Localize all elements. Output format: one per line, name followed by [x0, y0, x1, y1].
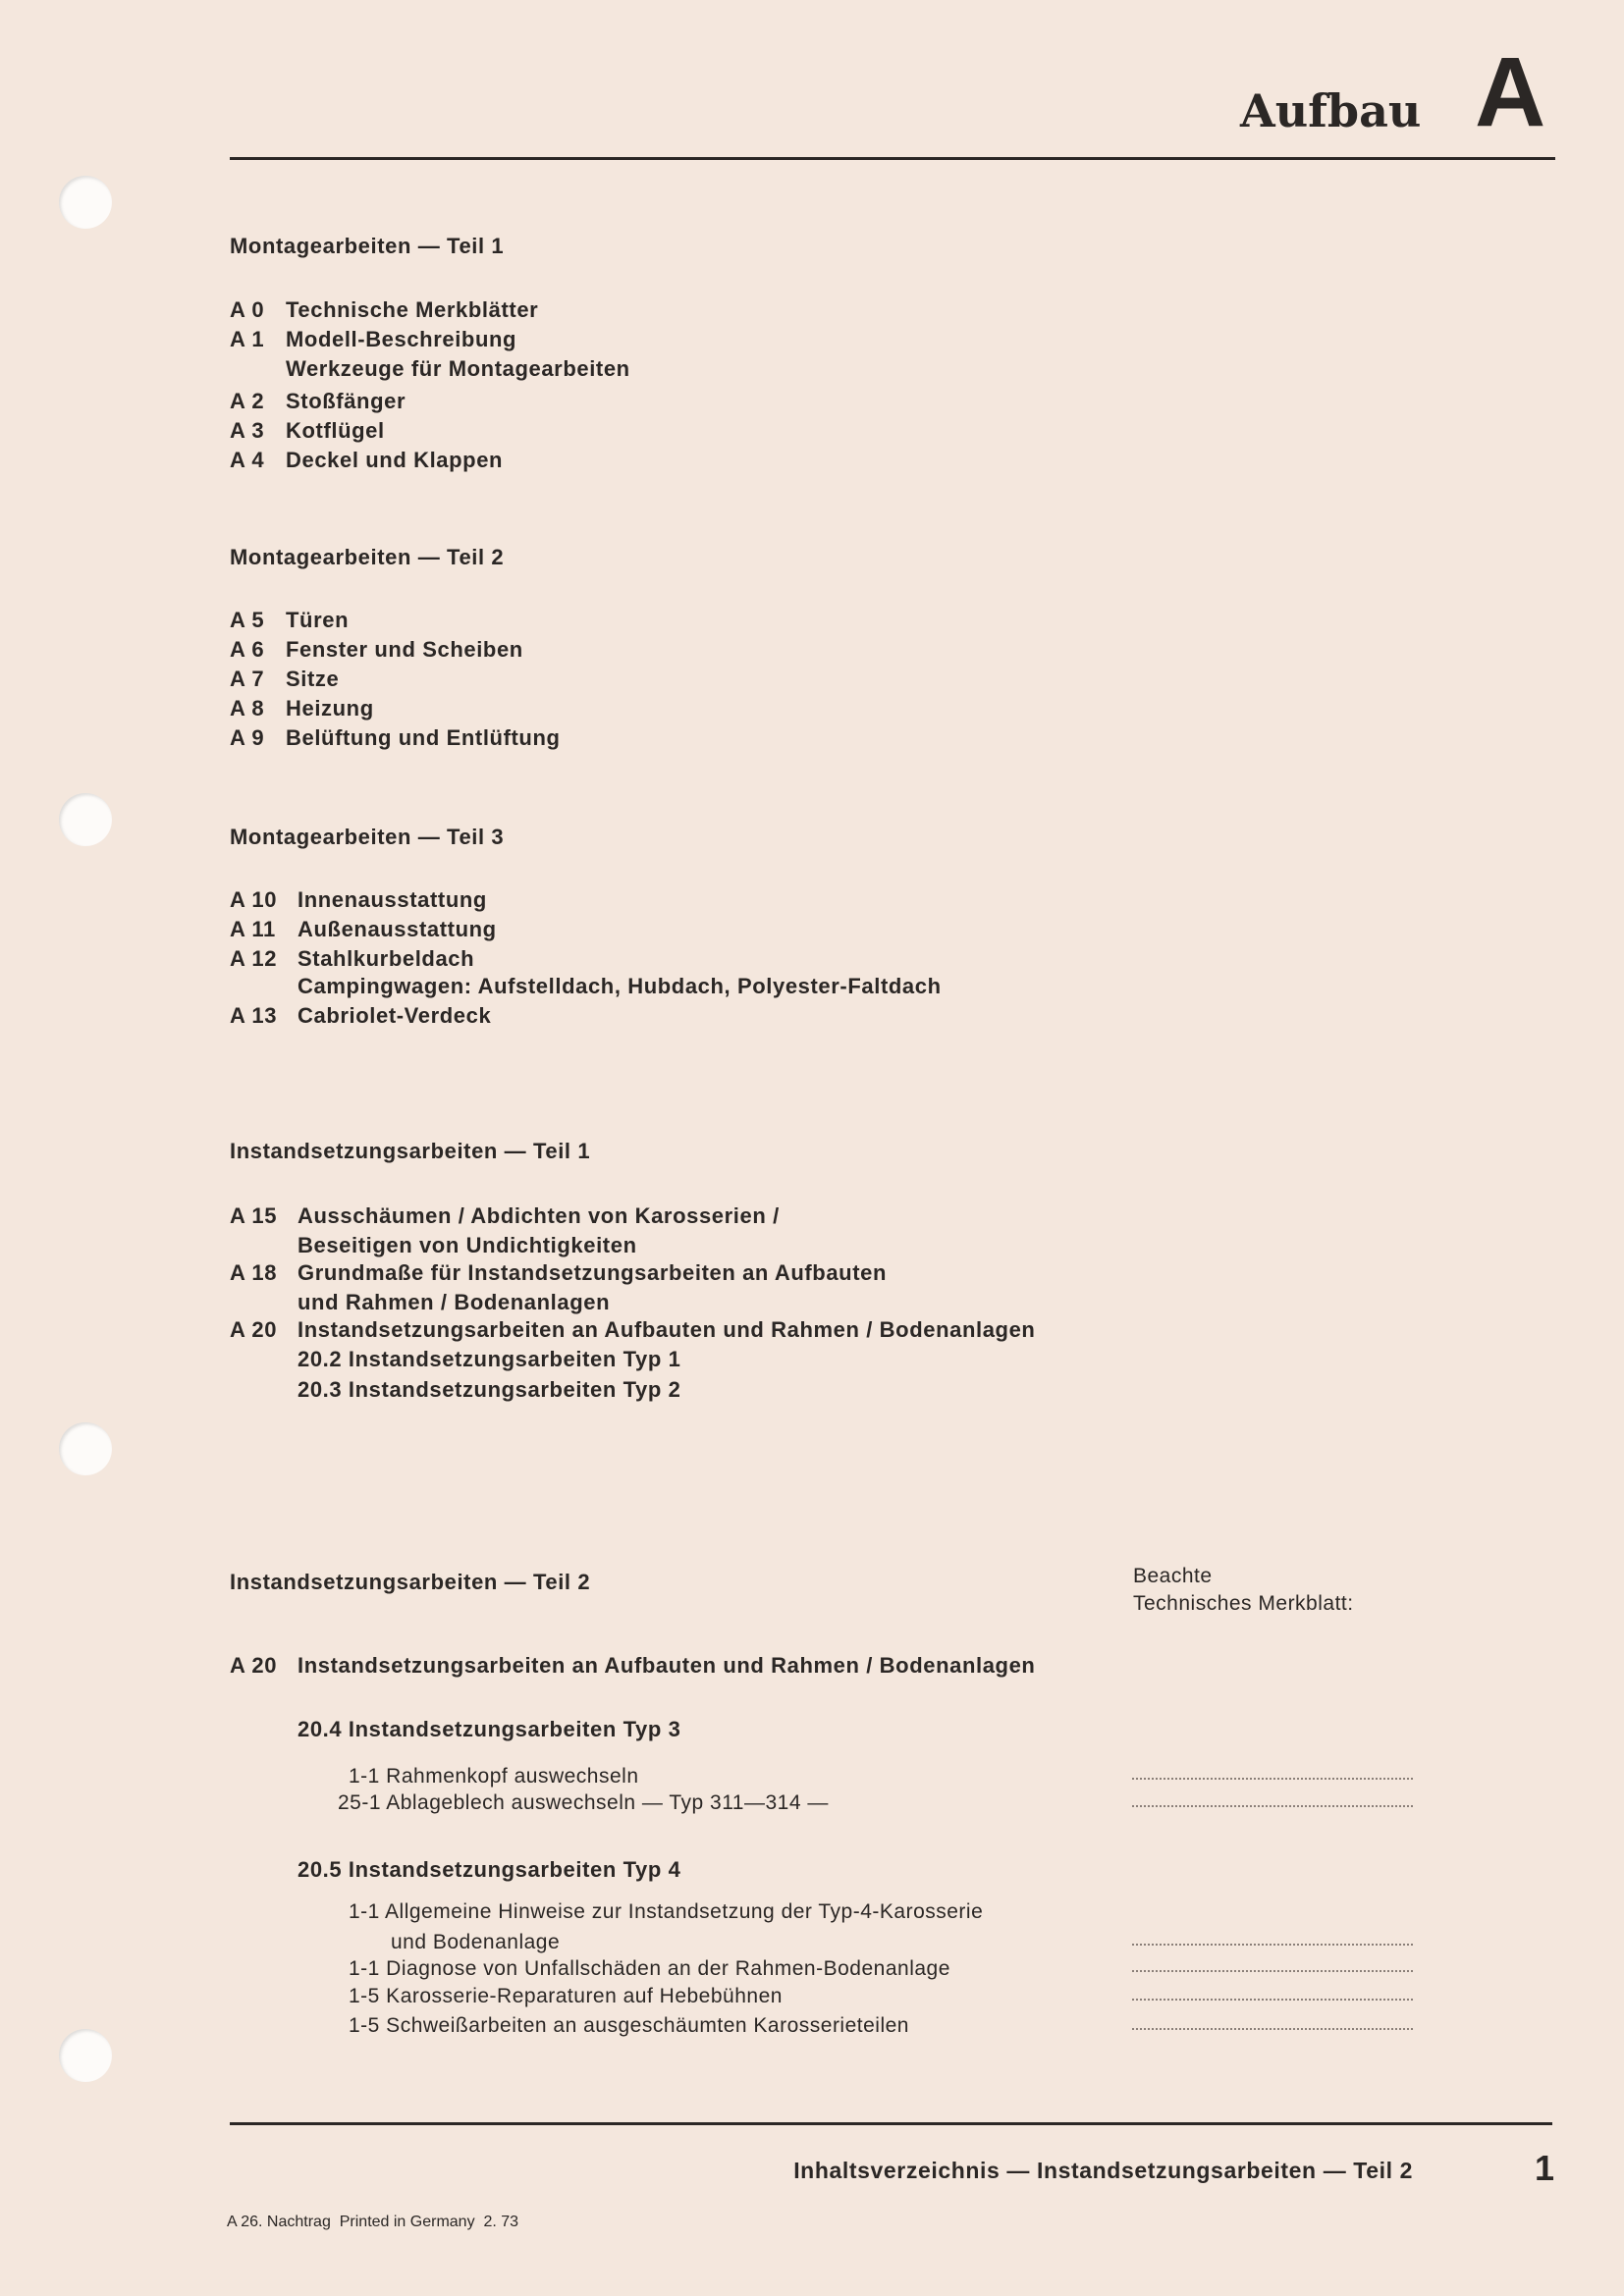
dotted-leader — [1132, 1999, 1413, 2001]
section-heading: Instandsetzungsarbeiten — Teil 1 — [230, 1139, 591, 1163]
item-number: A 20 — [230, 1317, 278, 1342]
punch-hole — [59, 176, 112, 229]
item-title: 20.2 Instandsetzungsarbeiten Typ 1 — [298, 1347, 681, 1371]
footer-title: Inhaltsverzeichnis — Instandsetzungsarbeiten — Teil 2 — [793, 2158, 1413, 2183]
header-title: Aufbau — [1240, 84, 1422, 137]
item-number: A 4 — [230, 448, 265, 472]
section-heading: Montagearbeiten — Teil 3 — [230, 825, 505, 849]
sheet-item: 25-1 Ablageblech auswechseln — Typ 311—314 — — [338, 1791, 829, 1814]
item-number: A 13 — [230, 1003, 278, 1028]
sheet-item: 1-1 Diagnose von Unfallschäden an der Rahmen-Bodenanlage — [349, 1957, 950, 1980]
item-number: A 0 — [230, 297, 265, 322]
page-number: 1 — [1535, 2148, 1555, 2188]
item-title: Fenster und Scheiben — [286, 637, 523, 662]
item-number: A 15 — [230, 1203, 278, 1228]
dotted-leader — [1132, 1778, 1413, 1780]
item-title: Sitze — [286, 667, 340, 691]
punch-hole — [59, 2029, 112, 2082]
item-number: A 1 — [230, 327, 265, 351]
item-title: Instandsetzungsarbeiten an Aufbauten und Rahmen / Bodenanlagen — [298, 1653, 1036, 1678]
item-number: A 6 — [230, 637, 265, 662]
item-title: Deckel und Klappen — [286, 448, 504, 472]
footer-rule — [230, 2122, 1552, 2125]
item-number: A 18 — [230, 1260, 278, 1285]
item-title: Technische Merkblätter — [286, 297, 539, 322]
item-title: Campingwagen: Aufstelldach, Hubdach, Polyester-Faltdach — [298, 974, 942, 998]
sheet-item: 1-5 Schweißarbeiten an ausgeschäumten Karosserieteilen — [349, 2014, 909, 2037]
item-number: A 8 — [230, 696, 265, 721]
item-title: Belüftung und Entlüftung — [286, 725, 561, 750]
subsection-title: 20.4 Instandsetzungsarbeiten Typ 3 — [298, 1717, 681, 1741]
subsection-title: 20.5 Instandsetzungsarbeiten Typ 4 — [298, 1857, 681, 1882]
note-label: Beachte — [1133, 1565, 1213, 1587]
item-number: A 20 — [230, 1653, 278, 1678]
punch-hole — [59, 1422, 112, 1475]
dotted-leader — [1132, 1944, 1413, 1946]
item-title: Werkzeuge für Montagearbeiten — [286, 356, 630, 381]
item-number: A 12 — [230, 946, 278, 971]
note-label: Technisches Merkblatt: — [1133, 1592, 1354, 1615]
item-title: Stahlkurbeldach — [298, 946, 475, 971]
item-number: A 11 — [230, 917, 276, 941]
dotted-leader — [1132, 2028, 1413, 2030]
section-heading: Montagearbeiten — Teil 1 — [230, 234, 505, 258]
item-number: A 3 — [230, 418, 265, 443]
item-title: Ausschäumen / Abdichten von Karosserien / — [298, 1203, 780, 1228]
punch-hole — [59, 793, 112, 846]
sheet-item: und Bodenanlage — [391, 1931, 561, 1953]
item-title: Beseitigen von Undichtigkeiten — [298, 1233, 637, 1257]
sheet-item: 1-5 Karosserie-Reparaturen auf Hebebühnen — [349, 1985, 783, 2007]
item-number: A 2 — [230, 389, 265, 413]
item-title: Kotflügel — [286, 418, 385, 443]
dotted-leader — [1132, 1970, 1413, 1972]
sheet-item: 1-1 Rahmenkopf auswechseln — [349, 1765, 639, 1788]
item-title: Innenausstattung — [298, 887, 487, 912]
imprint: A 26. Nachtrag Printed in Germany 2. 73 — [227, 2214, 519, 2230]
item-title: Stoßfänger — [286, 389, 406, 413]
section-heading: Instandsetzungsarbeiten — Teil 2 — [230, 1570, 591, 1594]
item-title: Heizung — [286, 696, 374, 721]
item-title: Türen — [286, 608, 350, 632]
dotted-leader — [1132, 1805, 1413, 1807]
section-letter: A — [1475, 37, 1546, 147]
item-number: A 7 — [230, 667, 265, 691]
item-title: Außenausstattung — [298, 917, 497, 941]
item-title: und Rahmen / Bodenanlagen — [298, 1290, 611, 1314]
item-title: Grundmaße für Instandsetzungsarbeiten an Aufbauten — [298, 1260, 888, 1285]
item-number: A 10 — [230, 887, 278, 912]
header-rule — [230, 157, 1555, 160]
item-number: A 5 — [230, 608, 265, 632]
item-number: A 9 — [230, 725, 265, 750]
item-title: Cabriolet-Verdeck — [298, 1003, 492, 1028]
section-heading: Montagearbeiten — Teil 2 — [230, 545, 505, 569]
item-title: Modell-Beschreibung — [286, 327, 517, 351]
item-title: Instandsetzungsarbeiten an Aufbauten und Rahmen / Bodenanlagen — [298, 1317, 1036, 1342]
sheet-item: 1-1 Allgemeine Hinweise zur Instandsetzung der Typ-4-Karosserie — [349, 1900, 984, 1923]
item-title: 20.3 Instandsetzungsarbeiten Typ 2 — [298, 1377, 681, 1402]
